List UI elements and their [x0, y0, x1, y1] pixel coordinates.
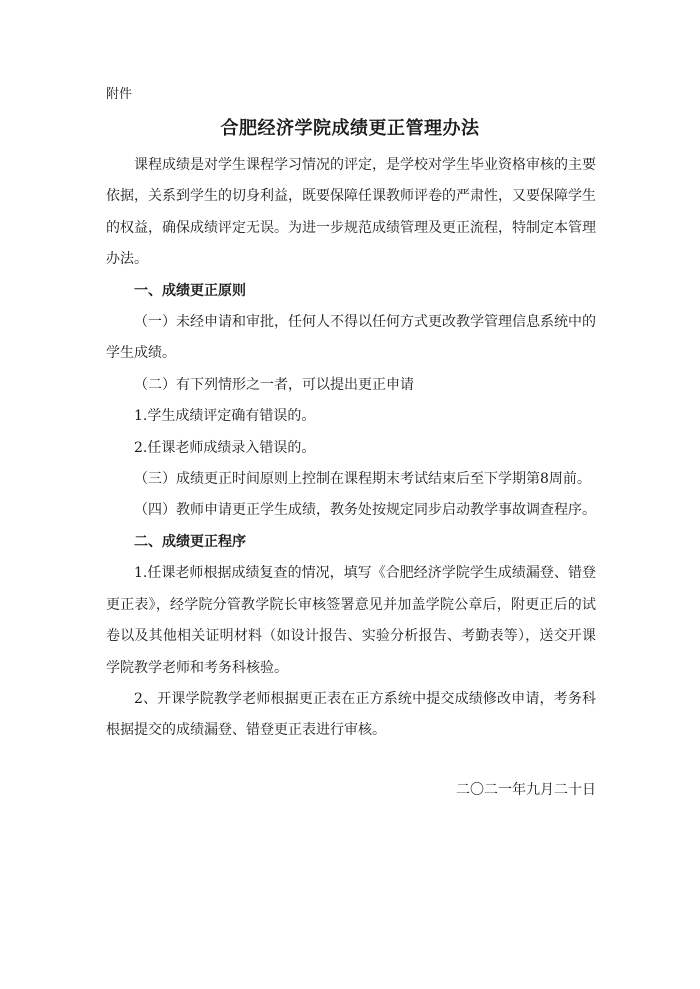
paragraph-case-2: 2.任课老师成绩录入错误的。	[134, 439, 316, 456]
section-heading-principles: 一、成绩更正原则	[134, 282, 246, 299]
document-title: 合肥经济学院成绩更正管理办法	[220, 118, 480, 139]
paragraph-principle-3: （三）成绩更正时间原则上控制在课程期末考试结束后至下学期第8周前。	[134, 471, 591, 488]
document-body	[106, 150, 596, 747]
section-heading-procedure: 二、成绩更正程序	[134, 533, 246, 550]
paragraph-principle-4: （四）教师申请更正学生成绩，教务处按规定同步启动教学事故调查程序。	[134, 502, 596, 519]
intro-paragraph: 课程成绩是对学生课程学习情况的评定，是学校对学生毕业资格审核的主要依据，关系到学生的切身利益，既要保障任课教师评卷的严肃性，又要保障学生的权益，确保成绩评定无误。为进一步规范成绩管理及更正流程，特制定本管理办法。	[106, 157, 596, 268]
document-date: 二〇二一年九月二十日	[456, 782, 596, 798]
paragraph-procedure-1: 1.任课老师根据成绩复查的情况，填写《合肥经济学院学生成绩漏登、错登更正表》，经学院分管教学院长审核签署意见并加盖学院公章后，附更正后的试卷以及其他相关证明材料（如设计报告、实验分析报告、考勤表等），送交开课学院教学老师和考务科核验。	[106, 565, 596, 676]
attachment-label: 附件	[106, 87, 133, 102]
paragraph-principle-1: （一）未经申请和审批，任何人不得以任何方式更改教学管理信息系统中的学生成绩。	[106, 314, 596, 362]
paragraph-procedure-2: 2、开课学院教学老师根据更正表在正方系统中提交成绩修改申请，考务科根据提交的成绩漏登、错登更正表进行审核。	[106, 690, 596, 739]
paragraph-case-1: 1.学生成绩评定确有错误的。	[134, 408, 316, 425]
paragraph-principle-2: （二）有下列情形之一者，可以提出更正申请	[134, 376, 414, 393]
